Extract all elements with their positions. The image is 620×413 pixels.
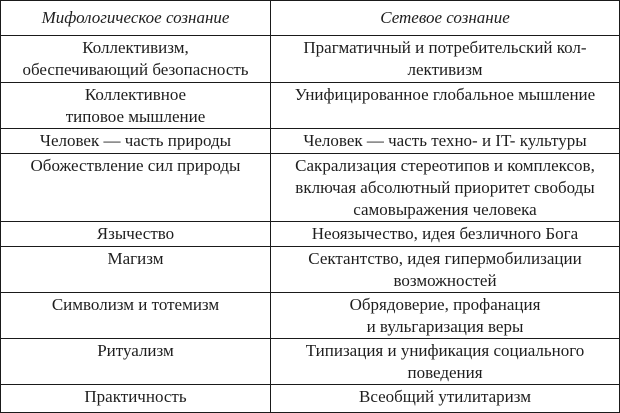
header-network-consciousness: Сетевое сознание <box>271 1 620 36</box>
cell-network <box>271 293 620 339</box>
cell-line: Сакрализация стереотипов и комплексов, <box>295 156 595 175</box>
cell-mythological <box>1 339 271 385</box>
cell-network <box>271 83 620 129</box>
cell-line: Ритуализм <box>97 341 174 360</box>
cell-line: самовыражения человека <box>353 200 537 219</box>
table-row <box>1 83 620 129</box>
cell-line: Магизм <box>107 249 164 268</box>
cell-line: Типизация и унификация социального <box>305 341 585 360</box>
table-row <box>1 129 620 154</box>
table-row <box>1 222 620 247</box>
cell-line: Язычество <box>96 224 175 243</box>
cell-line: возможностей <box>393 271 497 290</box>
cell-network <box>271 339 620 385</box>
cell-mythological <box>1 385 271 413</box>
cell-line: Неоязычество, идея безличного Бога <box>311 224 579 243</box>
cell-mythological <box>1 222 271 247</box>
cell-line: Обрядоверие, профанация <box>349 295 541 314</box>
cell-line: типовое мышление <box>65 107 206 126</box>
cell-mythological <box>1 36 271 83</box>
cell-network <box>271 154 620 222</box>
cell-network <box>271 385 620 413</box>
cell-line: Символизм и тотемизм <box>51 295 220 314</box>
cell-line: Практичность <box>84 387 187 406</box>
cell-line: Человек — часть природы <box>39 131 232 150</box>
cell-line: Унифицированное глобальное мышление <box>294 85 596 104</box>
table-row <box>1 385 620 413</box>
table-row <box>1 154 620 222</box>
cell-mythological <box>1 129 271 154</box>
cell-line: включая абсолютный приоритет свободы <box>295 178 595 197</box>
cell-network <box>271 222 620 247</box>
cell-network <box>271 36 620 83</box>
cell-line: Всеобщий утилитаризм <box>359 387 531 406</box>
cell-line: Прагматичный и потребительский кол- <box>303 38 587 57</box>
cell-mythological <box>1 83 271 129</box>
cell-line: Человек — часть техно- и IT- культуры <box>303 131 587 150</box>
header-row <box>1 1 620 36</box>
table-row <box>1 247 620 293</box>
table-row <box>1 293 620 339</box>
cell-line: Сектантство, идея гипермобилизации <box>308 249 582 268</box>
header-mythological-consciousness: Мифологическое сознание <box>1 1 271 36</box>
cell-line: и вульгаризация веры <box>366 317 524 336</box>
cell-line: лективизм <box>407 60 483 79</box>
cell-mythological <box>1 293 271 339</box>
cell-line: поведения <box>407 363 483 382</box>
cell-mythological <box>1 154 271 222</box>
cell-line: Обожествление сил природы <box>30 156 241 175</box>
cell-mythological <box>1 247 271 293</box>
cell-network <box>271 129 620 154</box>
table-row <box>1 36 620 83</box>
cell-line: Коллективизм, <box>82 38 189 57</box>
cell-line: обеспечивающий безопасность <box>22 60 249 79</box>
table-row <box>1 339 620 385</box>
cell-network <box>271 247 620 293</box>
cell-line: Коллективное <box>84 85 187 104</box>
